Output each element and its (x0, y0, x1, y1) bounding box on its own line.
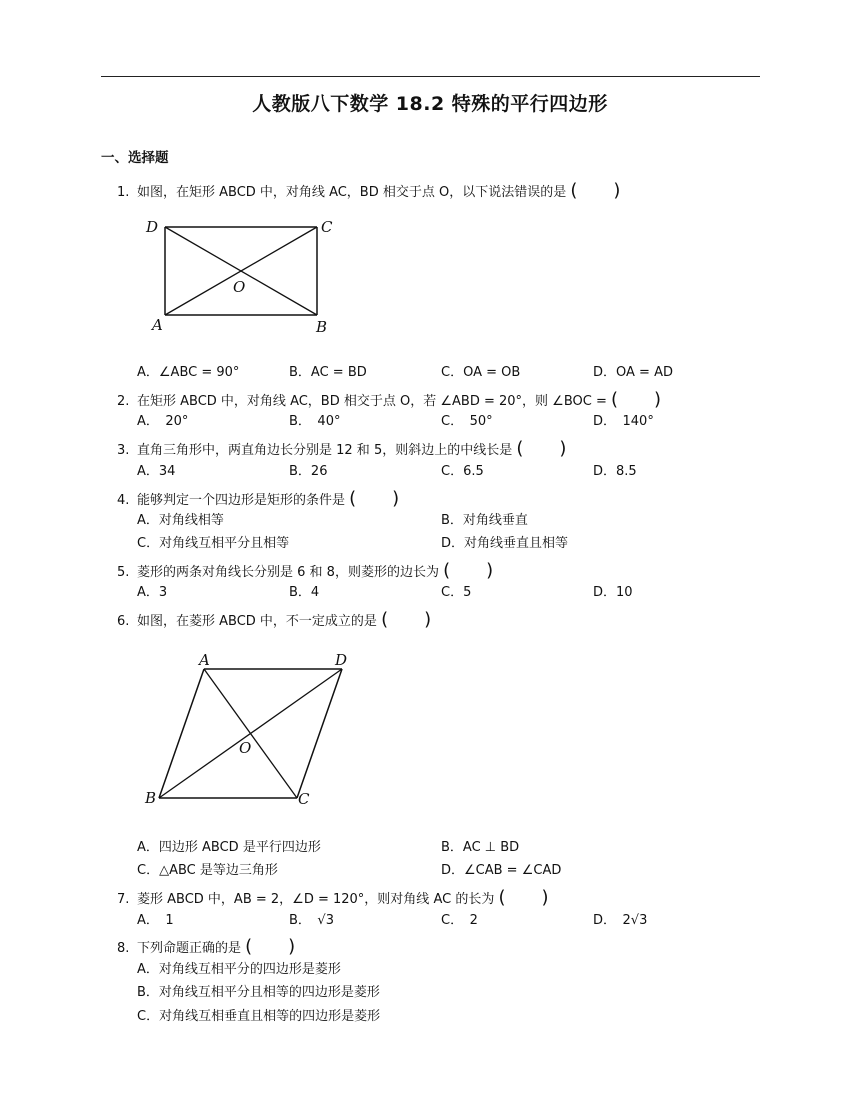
option-b[interactable]: B．对角线互相平分且相等的四边形是菱形 (137, 985, 380, 1000)
header-rule (101, 76, 760, 77)
option-b[interactable]: B． 40° (289, 414, 341, 429)
answer-paren: ( ) (611, 389, 662, 410)
option-a[interactable]: A．对角线相等 (137, 513, 224, 528)
question-number: 1. (117, 185, 130, 200)
answer-paren: ( ) (516, 438, 567, 459)
question-number: 5. (117, 565, 130, 580)
label-d: D (335, 651, 348, 669)
question-2 (117, 385, 661, 411)
option-c[interactable]: C．OA = OB (441, 365, 521, 380)
page-title: 人教版八下数学 18.2 特殊的平行四边形 (252, 93, 608, 115)
question-7 (117, 883, 549, 909)
diagonal-bd (159, 669, 342, 798)
question-text: 能够判定一个四边形是矩形的条件是 (137, 493, 346, 508)
label-c: C (321, 218, 333, 236)
label-o: O (233, 278, 246, 296)
option-c[interactable]: C．对角线互相垂直且相等的四边形是菱形 (137, 1009, 381, 1024)
answer-paren: ( ) (381, 609, 432, 630)
label-o: O (239, 739, 252, 757)
section-heading: 一、选择题 (101, 150, 169, 166)
option-d[interactable]: D．对角线垂直且相等 (441, 536, 569, 551)
question-1 (117, 176, 620, 202)
answer-paren: ( ) (570, 180, 621, 201)
rhombus-side-ba (159, 669, 204, 798)
question-text: 如图，在矩形 ABCD 中，对角线 AC，BD 相交于点 O，以下说法错误的是 (137, 185, 567, 200)
question-number: 4. (117, 493, 130, 508)
option-d[interactable]: D． 140° (593, 414, 654, 429)
option-c[interactable]: C． 2 (441, 913, 478, 928)
label-b: B (316, 318, 328, 336)
option-d[interactable]: D．8.5 (593, 464, 637, 479)
option-c[interactable]: C．△ABC 是等边三角形 (137, 863, 278, 878)
option-d[interactable]: D． 2√3 (593, 913, 648, 928)
answer-paren: ( ) (443, 560, 494, 581)
option-a[interactable]: A．3 (137, 585, 168, 600)
option-c[interactable]: C．5 (441, 585, 472, 600)
option-a[interactable]: A． 1 (137, 913, 174, 928)
option-b[interactable]: B． √3 (289, 913, 334, 928)
question-text: 直角三角形中，两直角边长分别是 12 和 5，则斜边上的中线长是 (137, 443, 513, 458)
option-a[interactable]: A．四边形 ABCD 是平行四边形 (137, 840, 321, 855)
option-a[interactable]: A． 20° (137, 414, 189, 429)
answer-paren: ( ) (245, 936, 296, 957)
question-6 (117, 605, 431, 631)
question-5 (117, 556, 493, 582)
answer-paren: ( ) (349, 488, 400, 509)
option-c[interactable]: C． 50° (441, 414, 493, 429)
option-d[interactable]: D．10 (593, 585, 633, 600)
question-3 (117, 434, 566, 460)
question-number: 8. (117, 941, 130, 956)
answer-paren: ( ) (498, 887, 549, 908)
question-number: 3. (117, 443, 130, 458)
question-number: 7. (117, 892, 130, 907)
question-text: 下列命题正确的是 (137, 941, 242, 956)
option-c[interactable]: C．6.5 (441, 464, 484, 479)
option-d[interactable]: D．∠CAB = ∠CAD (441, 863, 562, 878)
option-b[interactable]: B．26 (289, 464, 328, 479)
rhombus-side-dc (297, 669, 342, 798)
label-a: A (199, 651, 210, 669)
question-text: 菱形的两条对角线长分别是 6 和 8，则菱形的边长为 (137, 565, 439, 580)
label-a: A (152, 316, 163, 334)
label-c: C (298, 790, 310, 808)
question-text: 如图，在菱形 ABCD 中，不一定成立的是 (137, 614, 377, 629)
question-4 (117, 484, 399, 510)
question-number: 2. (117, 394, 130, 409)
option-b[interactable]: B．AC = BD (289, 365, 367, 380)
option-a[interactable]: A．34 (137, 464, 176, 479)
option-b[interactable]: B．4 (289, 585, 320, 600)
option-b[interactable]: B．AC ⊥ BD (441, 840, 520, 855)
option-d[interactable]: D．OA = AD (593, 365, 673, 380)
question-8 (117, 932, 295, 958)
label-d: D (146, 218, 159, 236)
question-number: 6. (117, 614, 130, 629)
option-a[interactable]: A．对角线互相平分的四边形是菱形 (137, 962, 341, 977)
question-text: 菱形 ABCD 中，AB = 2，∠D = 120°，则对角线 AC 的长为 (137, 892, 495, 907)
rectangle-figure (140, 210, 340, 340)
option-c[interactable]: C．对角线互相平分且相等 (137, 536, 290, 551)
question-text: 在矩形 ABCD 中，对角线 AC，BD 相交于点 O，若 ∠ABD = 20°，则 ∠BOC = (137, 394, 607, 409)
option-b[interactable]: B．对角线垂直 (441, 513, 528, 528)
label-b: B (145, 789, 157, 807)
option-a[interactable]: A．∠ABC = 90° (137, 365, 240, 380)
rhombus-figure (140, 645, 370, 815)
